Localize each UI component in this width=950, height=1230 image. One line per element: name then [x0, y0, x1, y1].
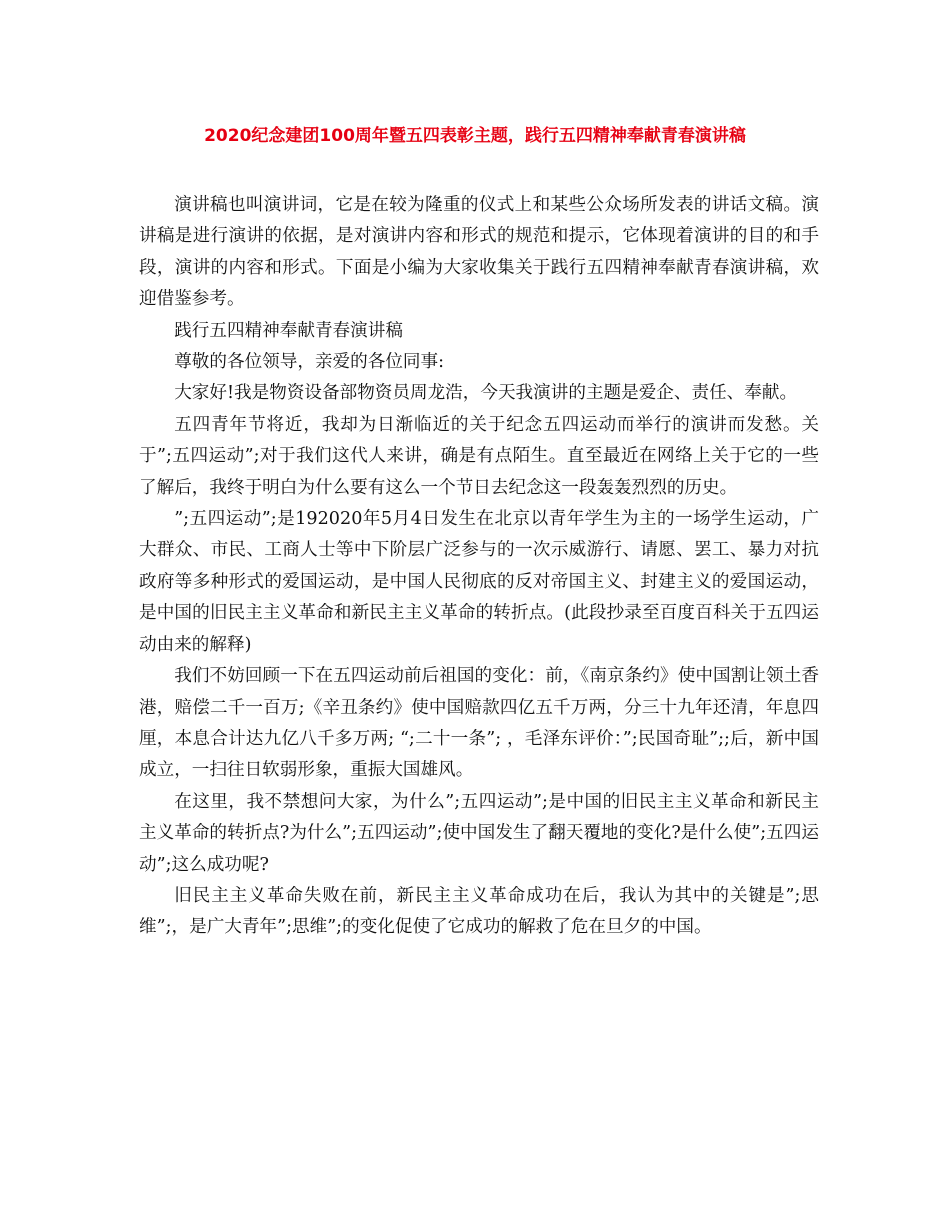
document-title: 2020纪念建团100周年暨五四表彰主题，践行五四精神奉献青春演讲稿	[204, 126, 746, 146]
paragraph-body: 在这里，我不禁想问大家，为什么”;五四运动”;是中国的旧民主主义革命和新民主主义革命的转折点?为什么”;五四运动”;使中国发生了翻天覆地的变化?是什么使”;五四运动”;这么成功呢?	[139, 791, 819, 875]
paragraph-body: 五四青年节将近，我却为日渐临近的关于纪念五四运动而举行的演讲而发愁。关于”;五四运动”;对于我们这代人来讲，确是有点陌生。直至最近在网络上关于它的一些了解后，我终于明白为什么要有这么一个节日去纪念这一段轰轰烈烈的历史。	[139, 414, 819, 498]
paragraph-greeting: 大家好!我是物资设备部物资员周龙浩，今天我演讲的主题是爱企、责任、奉献。	[174, 383, 798, 404]
paragraph-body: 旧民主主义革命失败在前，新民主主义革命成功在后，我认为其中的关键是”;思维”;，是广大青年”;思维”;的变化促使了它成功的解救了危在旦夕的中国。	[139, 885, 819, 938]
paragraph-body: 我们不妨回顾一下在五四运动前后祖国的变化：前，《南京条约》使中国割让领土香港，赔偿二千一百万;《辛丑条约》使中国赔款四亿五千万两，分三十九年还清，年息四厘，本息合计达九亿八千多万两; “;二十一条”; ，毛泽东评价：”;民国奇耻”;;后，新中国成立，一扫往日软弱形象，重振大国雄风。	[139, 666, 819, 781]
paragraph-speech-title: 践行五四精神奉献青春演讲稿	[174, 320, 403, 341]
paragraph-intro: 演讲稿也叫演讲词，它是在较为隆重的仪式上和某些公众场所发表的讲话文稿。演讲稿是进行演讲的依据，是对演讲内容和形式的规范和提示，它体现着演讲的目的和手段，演讲的内容和形式。下面是小编为大家收集关于践行五四精神奉献青春演讲稿，欢迎借鉴参考。	[139, 195, 819, 310]
paragraph-body: ”;五四运动”;是192020年5月4日发生在北京以青年学生为主的一场学生运动，广大群众、市民、工商人士等中下阶层广泛参与的一次示威游行、请愿、罢工、暴力对抗政府等多种形式的爱国运动，是中国人民彻底的反对帝国主义、封建主义的爱国运动，是中国的旧民主主义革命和新民主主义革命的转折点。(此段抄录至百度百科关于五四运动由来的解释)	[139, 509, 819, 655]
document-body	[139, 190, 819, 944]
paragraph-salutation: 尊敬的各位领导，亲爱的各位同事:	[174, 352, 445, 373]
